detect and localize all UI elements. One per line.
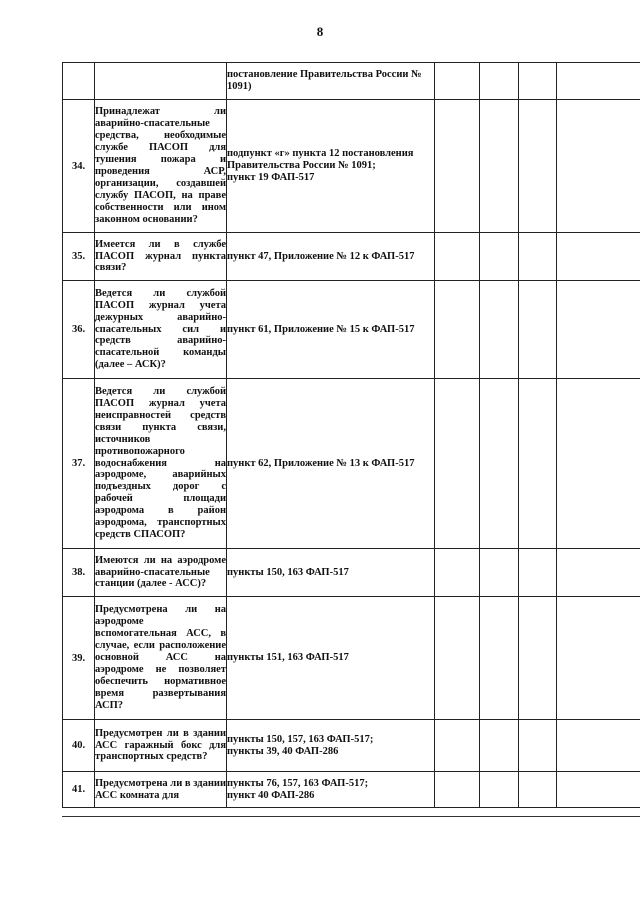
answer-cell (435, 100, 480, 233)
legal-reference-line: пункты 76, 157, 163 ФАП-517; (227, 777, 369, 789)
row-number: 39. (63, 597, 95, 720)
answer-cell (557, 281, 640, 379)
answer-cell (435, 63, 480, 100)
question-text: Имеются ли на аэродроме аварийно-спасательные станции (далее - АСС)? (95, 549, 227, 597)
table-row (63, 720, 640, 772)
legal-reference (227, 549, 435, 597)
answer-cell (435, 281, 480, 379)
answer-cell (557, 63, 640, 100)
table-row (63, 281, 640, 379)
answer-cell (480, 233, 519, 281)
answer-cell (480, 281, 519, 379)
answer-cell (480, 720, 519, 772)
answer-cell (519, 233, 557, 281)
table-row (63, 100, 640, 233)
answer-cell (435, 549, 480, 597)
legal-reference-line: пункты 150, 157, 163 ФАП-517; (227, 733, 374, 745)
answer-cell (435, 233, 480, 281)
legal-reference (227, 597, 435, 720)
legal-reference-line: подпункт «г» пункта 12 постановления (227, 148, 414, 159)
answer-cell (480, 379, 519, 549)
row-number: 35. (63, 233, 95, 281)
legal-reference (227, 772, 435, 808)
answer-cell (519, 720, 557, 772)
legal-reference-line: пункт 47, Приложение № 12 к ФАП-517 (227, 250, 415, 262)
table-row (63, 597, 640, 720)
question-text: Имеется ли в службе ПАСОП журнал пункта связи? (95, 233, 227, 281)
legal-reference-line: пункт 61, Приложение № 15 к ФАП-517 (227, 323, 415, 335)
bottom-rule (62, 816, 640, 817)
legal-reference-line: Правительства России № 1091; (227, 160, 376, 171)
page-number: 8 (316, 24, 324, 39)
question-text (95, 63, 227, 100)
table-row (63, 63, 640, 100)
legal-reference-line: пункт 40 ФАП-286 (227, 789, 315, 801)
answer-cell (435, 720, 480, 772)
row-number: 36. (63, 281, 95, 379)
legal-reference-line: пункты 39, 40 ФАП-286 (227, 745, 339, 757)
answer-cell (557, 720, 640, 772)
answer-cell (435, 772, 480, 808)
answer-cell (557, 549, 640, 597)
legal-reference-line: пункт 19 ФАП-517 (227, 172, 315, 183)
answer-cell (480, 549, 519, 597)
legal-reference-line: пункт 62, Приложение № 13 к ФАП-517 (227, 457, 415, 469)
answer-cell (435, 379, 480, 549)
answer-cell (519, 597, 557, 720)
answer-cell (435, 597, 480, 720)
answer-cell (519, 281, 557, 379)
table-row (63, 233, 640, 281)
question-text: Ведется ли службой ПАСОП журнал учета неисправностей средств связи пункта связи, источников противопожарного водоснабжения на аэродроме, аварийных подъездных дорог с рабочей площади аэродрома в район аэродрома, транспортных средств СПАСОП? (95, 379, 227, 549)
answer-cell (519, 549, 557, 597)
legal-reference (227, 379, 435, 549)
answer-cell (519, 63, 557, 100)
answer-cell (480, 100, 519, 233)
answer-cell (557, 772, 640, 808)
question-text: Предусмотрена ли на аэродроме вспомогательная АСС, в случае, если расположение основной АСС на аэродроме не позволяет обеспечить нормативное время развертывания АСП? (95, 597, 227, 720)
legal-reference-line: пункты 150, 163 ФАП-517 (227, 566, 349, 578)
question-text: Предусмотрена ли в здании АСС комната для (95, 772, 227, 808)
question-text: Ведется ли службой ПАСОП журнал учета дежурных аварийно-спасательных сил и средств аварийно-спасательной команды (далее – АСК)? (95, 281, 227, 379)
answer-cell (480, 772, 519, 808)
row-number: 38. (63, 549, 95, 597)
legal-reference (227, 63, 435, 100)
legal-reference (227, 281, 435, 379)
legal-reference (227, 720, 435, 772)
answer-cell (557, 100, 640, 233)
table-row (63, 772, 640, 808)
legal-reference-line: 1091) (227, 81, 252, 92)
answer-cell (480, 597, 519, 720)
answer-cell (519, 379, 557, 549)
question-text: Предусмотрен ли в здании АСС гаражный бокс для транспортных средств? (95, 720, 227, 772)
checklist-table (62, 62, 640, 808)
answer-cell (557, 379, 640, 549)
answer-cell (519, 772, 557, 808)
legal-reference-line: постановление Правительства России № (227, 69, 422, 80)
legal-reference-line: пункты 151, 163 ФАП-517 (227, 652, 349, 663)
row-number (63, 63, 95, 100)
row-number: 34. (63, 100, 95, 233)
legal-reference (227, 233, 435, 281)
legal-reference (227, 100, 435, 233)
row-number: 37. (63, 379, 95, 549)
row-number: 41. (63, 772, 95, 808)
answer-cell (557, 233, 640, 281)
table-row (63, 379, 640, 549)
question-text: Принадлежат ли аварийно-спасательные средства, необходимые службе ПАСОП для тушения пожара и проведения АСР, организации, создавшей службу ПАСОП, на праве собственности или ином законном основании? (95, 100, 227, 233)
row-number: 40. (63, 720, 95, 772)
answer-cell (519, 100, 557, 233)
answer-cell (557, 597, 640, 720)
answer-cell (480, 63, 519, 100)
table-row (63, 549, 640, 597)
